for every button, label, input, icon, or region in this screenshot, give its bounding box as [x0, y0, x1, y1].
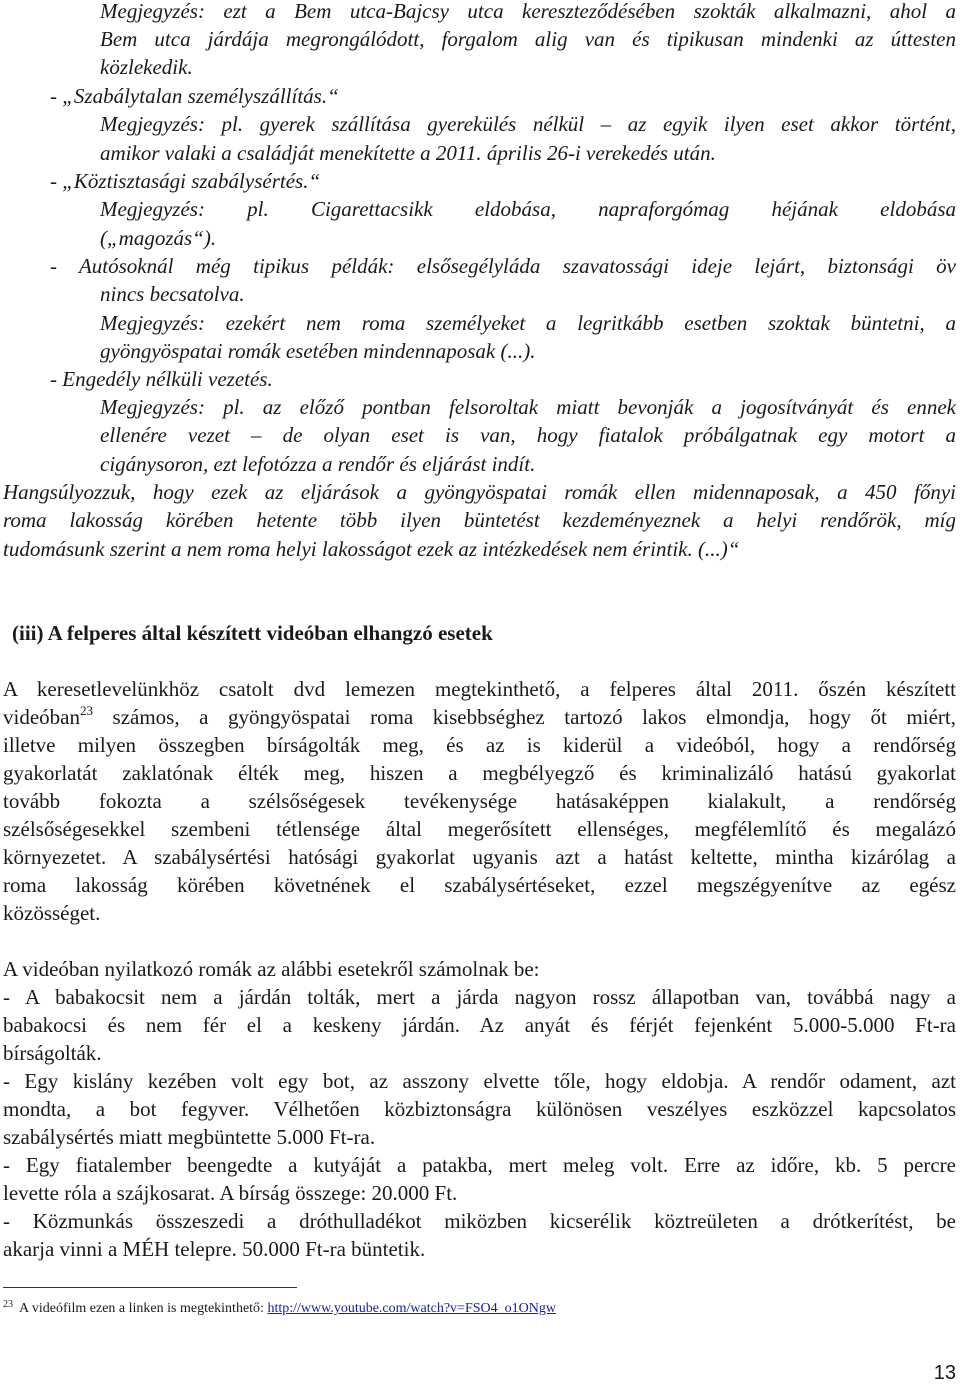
text-line: bírságolták. [3, 1041, 102, 1065]
text-line: levette róla a szájkosarat. A bírság összege: 20.000 Ft. [3, 1181, 458, 1205]
text-line: babakocsi és nem fér el a keskeny járdán. Az anyát és férjét fejenként 5.000-5.000 Ft-ra [3, 1013, 956, 1037]
text-line: amikor valaki a családját menekítette a 2011. április 26-i verekedés után. [100, 141, 716, 165]
text-line: illetve milyen összegben bírságolták meg, és az is kiderül a videóból, hogy a rendőrség [3, 733, 956, 757]
text-line: gyakorlatát zaklatónak élték meg, hiszen a megbélyegző és kriminalizáló hatású gyakorlat [3, 761, 956, 785]
page-number: 13 [933, 1362, 956, 1384]
text-line: szabálysértés miatt megbüntette 5.000 Ft-ra. [3, 1125, 376, 1149]
text-line: roma lakosság körében hetente több ilyen büntetést kezdeményeznek a helyi rendőrök, míg [3, 508, 956, 532]
list-item: - A babakocsit nem a járdán tolták, mert a járda nagyon rossz állapotban van, továbbá nagy a [3, 985, 956, 1009]
text-line: tovább fokozta a szélsőségesek tevékenysége hatásaképpen kialakult, a rendőrség [3, 789, 956, 813]
text-line: közlekedik. [100, 55, 193, 79]
section-heading: (iii) A felperes által készített videóban elhangzó esetek [12, 621, 493, 645]
text-line: („magozás“). [100, 226, 217, 250]
text-line: gyöngyöspatai romák esetében mindennaposak (...). [100, 339, 536, 363]
text-line: akarja vinni a MÉH telepre. 50.000 Ft-ra büntetik. [3, 1237, 426, 1261]
text-line: környezetet. A szabálysértési hatósági gyakorlat ugyanis azt a hatást keltette, mintha kizárólag a [3, 845, 956, 869]
list-item: - Közmunkás összeszedi a dróthulladékot miközben kicserélik köztreületen a drótkerítést, be [3, 1209, 956, 1233]
list-item: - Engedély nélküli vezetés. [50, 367, 273, 391]
text-line: tudomásunk szerint a nem roma helyi lakosságot ezek az intézkedések nem érintik. (...)“ [3, 537, 740, 561]
text-line: mondta, a bot fegyver. Vélhetően közbiztonságra különösen veszélyes eszközzel kapcsolatos [3, 1097, 956, 1121]
text-line: Megjegyzés: ezt a Bem utca-Bajcsy utca kereszteződésében szokták alkalmazni, ahol a [100, 0, 956, 23]
text-fragment: számos, a gyöngyöspatai roma kisebbséghez tartozó lakos elmondja, hogy őt miért, [92, 705, 956, 729]
text-line: A videóban nyilatkozó romák az alábbi esetekről számolnak be: [3, 957, 540, 981]
text-line: nincs becsatolva. [100, 282, 245, 306]
footnote-link[interactable]: http://www.youtube.com/watch?v=FSO4_o1ONgw [267, 1301, 556, 1316]
text-line [3, 703, 956, 731]
footnote-text: A videófilm ezen a linken is megtekinthető: [19, 1301, 268, 1316]
footnote [3, 1295, 556, 1319]
text-line: cigánysoron, ezt lefotózza a rendőr és eljárást indít. [100, 452, 536, 476]
text-line: roma lakosság körében követnének el szabálysértéseket, ezzel megszégyenítve az egész [3, 873, 956, 897]
text-line: ellenére vezet – de olyan eset is van, hogy fiatalok próbálgatnak egy motort a [100, 423, 956, 447]
list-item: - „Köztisztasági szabálysértés.“ [50, 169, 321, 193]
text-fragment: videóban [3, 705, 80, 729]
text-line: A keresetlevelünkhöz csatolt dvd lemezen megtekinthető, a felperes által 2011. őszén készített [3, 677, 956, 701]
text-line: Bem utca járdája megrongálódott, forgalom alig van és tipikusan mindenki az úttesten [100, 27, 956, 51]
footnote-reference[interactable]: 23 [79, 703, 93, 718]
list-item: - Autósoknál még tipikus példák: elsősegélyláda szavatossági ideje lejárt, biztonsági öv [50, 254, 956, 278]
footnote-separator [3, 1287, 297, 1288]
footnote-number: 23 [3, 1299, 13, 1310]
text-line: Megjegyzés: pl. Cigarettacsikk eldobása, napraforgómag héjának eldobása [100, 197, 956, 221]
list-item: - Egy fiatalember beengedte a kutyáját a patakba, mert meleg volt. Erre az időre, kb. 5 percre [3, 1153, 956, 1177]
text-line: Hangsúlyozzuk, hogy ezek az eljárások a gyöngyöspatai romák ellen midennaposak, a 450 főnyi [3, 480, 956, 504]
text-line: Megjegyzés: pl. az előző pontban felsoroltak miatt bevonják a jogosítványát és ennek [100, 395, 956, 419]
list-item: - „Szabálytalan személyszállítás.“ [50, 84, 339, 108]
text-line: szélsőségesekkel szembeni tétlensége által megerősített ellenséges, megfélemlítő és megalázó [3, 817, 956, 841]
text-line: Megjegyzés: pl. gyerek szállítása gyerekülés nélkül – az egyik ilyen eset akkor történt, [100, 112, 956, 136]
text-line: Megjegyzés: ezekért nem roma személyeket a legritkább esetben szoktak büntetni, a [100, 311, 956, 335]
text-line: közösséget. [3, 901, 101, 925]
list-item: - Egy kislány kezében volt egy bot, az asszony elvette tőle, hogy eldobja. A rendőr odament, azt [3, 1069, 956, 1093]
